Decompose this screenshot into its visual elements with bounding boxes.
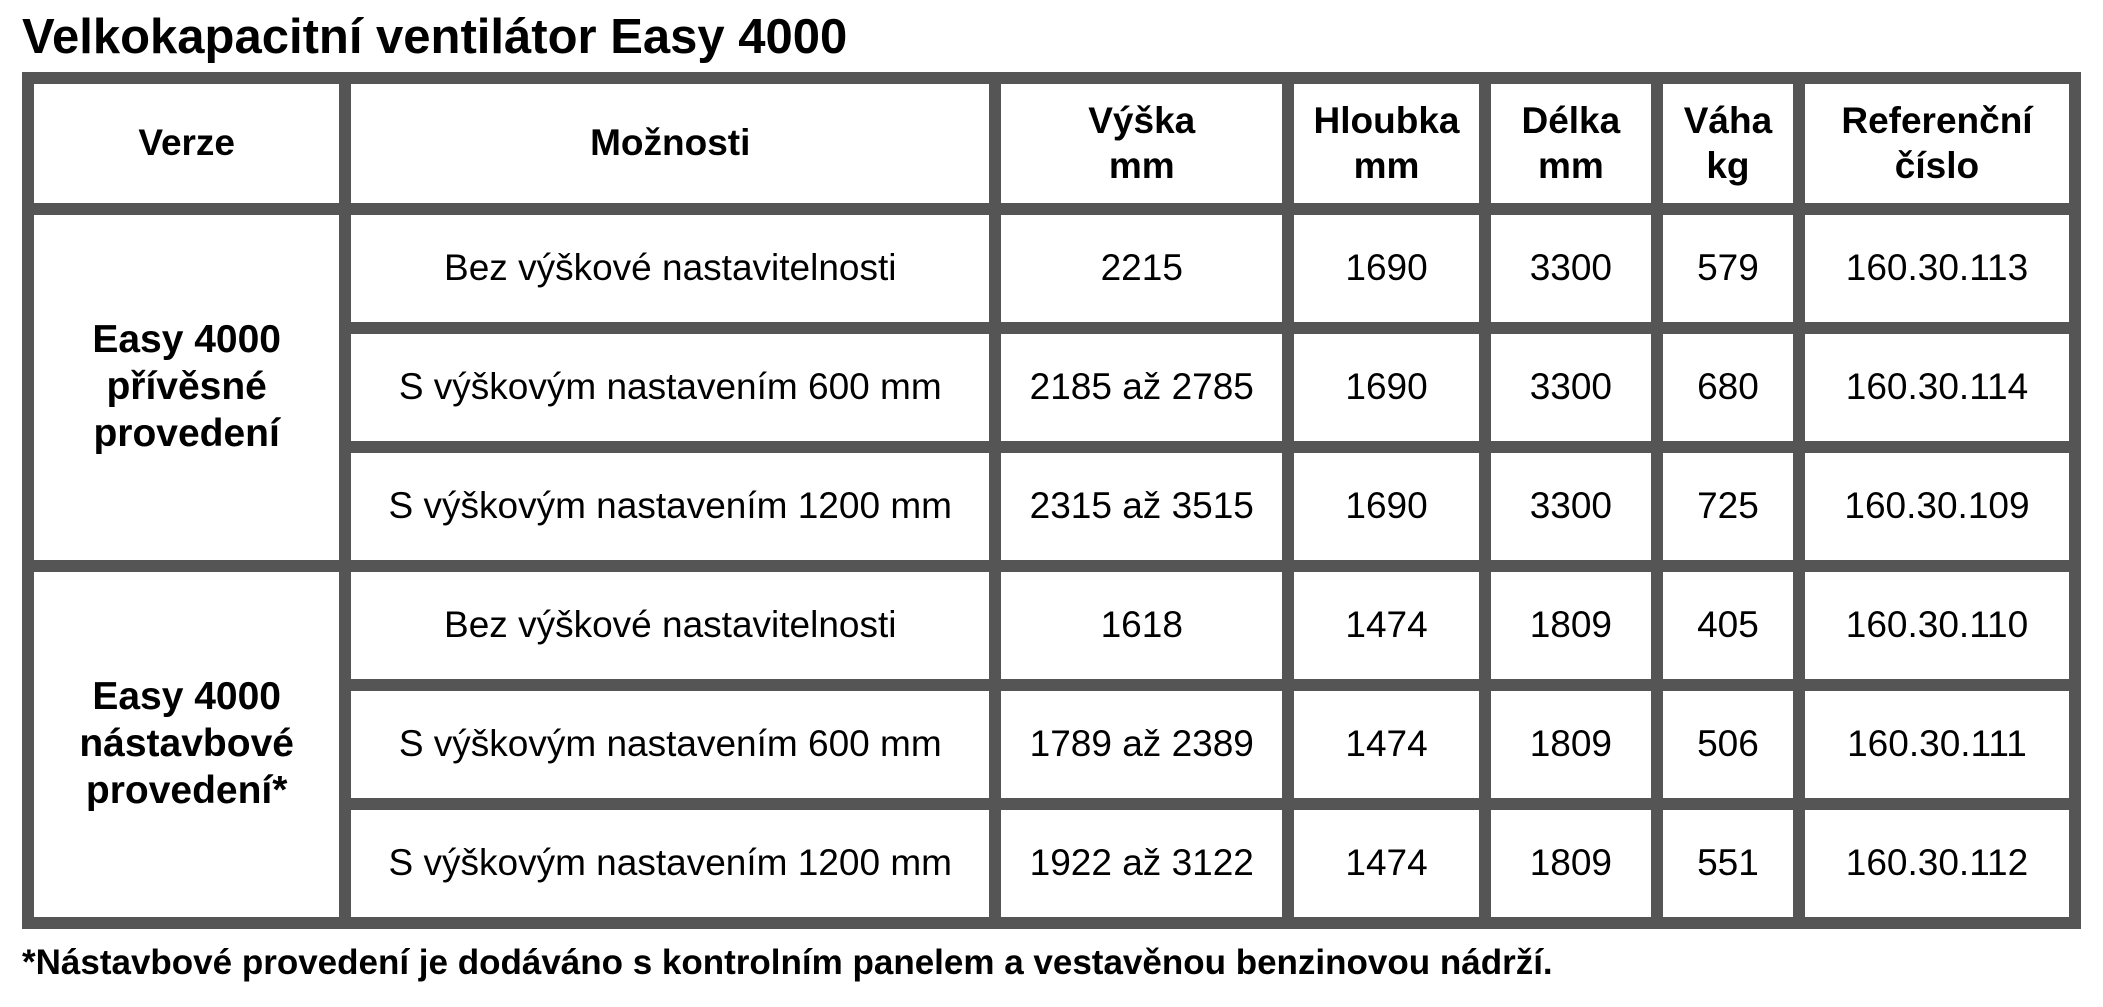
footnote: *Nástavbové provedení je dodáváno s kontrolním panelem a vestavěnou benzinovou nádrží. [22, 943, 1553, 982]
header-hloubka-label: Hloubka [1313, 100, 1460, 142]
header-hloubka-unit: mm [1353, 144, 1420, 186]
version-line: nástavbové [79, 722, 294, 766]
height-cell: 2315 až 3515 [1001, 453, 1282, 560]
header-delka-unit: mm [1537, 144, 1604, 186]
document-title: Velkokapacitní ventilátor Easy 4000 [22, 10, 848, 64]
length-cell: 1809 [1491, 691, 1651, 798]
header-moznosti: Možnosti [351, 84, 989, 203]
option-cell: Bez výškové nastavitelnosti [351, 215, 989, 322]
height-cell: 1922 až 3122 [1001, 810, 1282, 917]
version-line: provedení [93, 411, 280, 455]
length-cell: 3300 [1491, 453, 1651, 560]
header-referencni-cislo [1805, 84, 2069, 203]
header-vyska [1001, 84, 1282, 203]
version-line: Easy 4000 [92, 675, 281, 719]
header-vyska-label: Výška [1088, 100, 1196, 142]
weight-cell: 405 [1663, 572, 1793, 679]
header-vyska-unit: mm [1108, 144, 1175, 186]
weight-cell: 579 [1663, 215, 1793, 322]
depth-cell: 1690 [1294, 453, 1478, 560]
reference-cell: 160.30.113 [1805, 215, 2069, 322]
table-row [34, 215, 2069, 322]
version-cell-nastavbove [34, 572, 339, 917]
weight-cell: 680 [1663, 334, 1793, 441]
header-row [34, 84, 2069, 203]
reference-cell: 160.30.112 [1805, 810, 2069, 917]
weight-cell: 551 [1663, 810, 1793, 917]
version-line: provedení* [85, 768, 288, 812]
reference-cell: 160.30.114 [1805, 334, 2069, 441]
length-cell: 1809 [1491, 572, 1651, 679]
table-row [34, 572, 2069, 679]
depth-cell: 1690 [1294, 215, 1478, 322]
option-cell: S výškovým nastavením 600 mm [351, 334, 989, 441]
depth-cell: 1474 [1294, 572, 1478, 679]
depth-cell: 1474 [1294, 810, 1478, 917]
weight-cell: 506 [1663, 691, 1793, 798]
length-cell: 1809 [1491, 810, 1651, 917]
height-cell: 2215 [1001, 215, 1282, 322]
height-cell: 1789 až 2389 [1001, 691, 1282, 798]
header-ref-unit: číslo [1894, 144, 1980, 186]
weight-cell: 725 [1663, 453, 1793, 560]
header-ref-label: Referenční [1841, 100, 2033, 142]
header-delka-label: Délka [1521, 100, 1621, 142]
length-cell: 3300 [1491, 215, 1651, 322]
height-cell: 1618 [1001, 572, 1282, 679]
length-cell: 3300 [1491, 334, 1651, 441]
version-line: přívěsné [106, 365, 267, 409]
header-verze: Verze [34, 84, 339, 203]
depth-cell: 1690 [1294, 334, 1478, 441]
header-delka [1491, 84, 1651, 203]
version-line: Easy 4000 [92, 318, 281, 362]
reference-cell: 160.30.110 [1805, 572, 2069, 679]
reference-cell: 160.30.109 [1805, 453, 2069, 560]
reference-cell: 160.30.111 [1805, 691, 2069, 798]
option-cell: S výškovým nastavením 600 mm [351, 691, 989, 798]
height-cell: 2185 až 2785 [1001, 334, 1282, 441]
version-cell-privesne [34, 215, 339, 560]
depth-cell: 1474 [1294, 691, 1478, 798]
option-cell: S výškovým nastavením 1200 mm [351, 453, 989, 560]
option-cell: S výškovým nastavením 1200 mm [351, 810, 989, 917]
header-vaha-unit: kg [1706, 144, 1750, 186]
option-cell: Bez výškové nastavitelnosti [351, 572, 989, 679]
header-vaha-label: Váha [1683, 100, 1773, 142]
header-hloubka [1294, 84, 1478, 203]
specification-table [22, 72, 2081, 929]
header-vaha [1663, 84, 1793, 203]
